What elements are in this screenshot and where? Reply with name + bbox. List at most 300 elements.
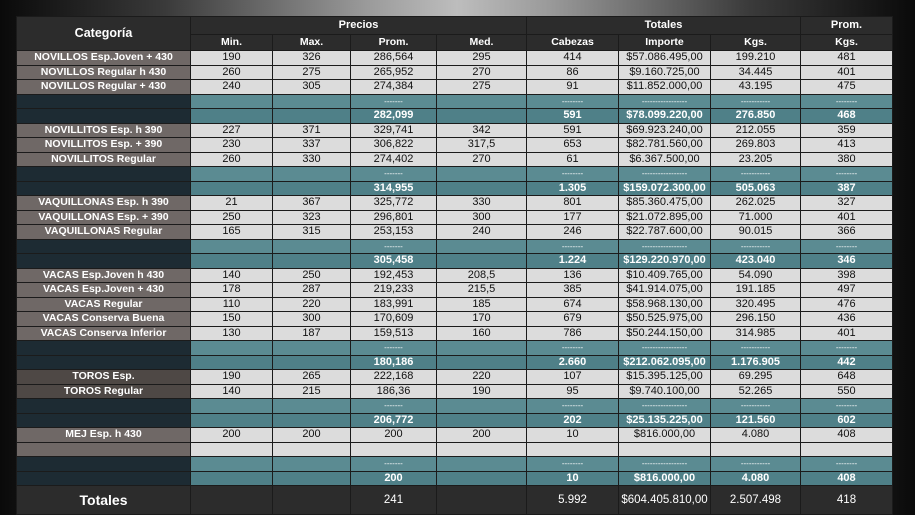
table-cell: 54.090 xyxy=(711,268,801,283)
table-row xyxy=(17,80,893,95)
table-cell: 295 xyxy=(437,51,527,66)
table-cell: 287 xyxy=(273,283,351,298)
table-body xyxy=(17,51,893,486)
subtotal-cell: 423.040 xyxy=(711,254,801,269)
table-cell: 227 xyxy=(191,123,273,138)
table-cell: $9.160.725,00 xyxy=(619,65,711,80)
table-cell: 342 xyxy=(437,123,527,138)
subtotal-cell xyxy=(437,254,527,269)
table-cell: $57.086.495,00 xyxy=(619,51,711,66)
table-cell: 305 xyxy=(273,80,351,95)
subtotal-cell: $129.220.970,00 xyxy=(619,254,711,269)
subtotal-cell xyxy=(437,355,527,370)
category-name-cell: VAQUILLONAS Esp. h 390 xyxy=(17,196,191,211)
separator-cell: ------- xyxy=(351,341,437,356)
table-cell: $50.525.975,00 xyxy=(619,312,711,327)
table-cell: 23.205 xyxy=(711,152,801,167)
table-cell: 325,772 xyxy=(351,196,437,211)
table-cell: 653 xyxy=(527,138,619,153)
header-prom-kgs: Kgs. xyxy=(801,35,893,51)
table-cell: $11.852.000,00 xyxy=(619,80,711,95)
category-name-cell: VAQUILLONAS Esp. + 390 xyxy=(17,210,191,225)
subtotal-cell xyxy=(191,181,273,196)
separator-cell xyxy=(17,167,191,182)
table-cell: 329,741 xyxy=(351,123,437,138)
subtotal-cell: 1.176.905 xyxy=(711,355,801,370)
livestock-price-table xyxy=(16,16,893,515)
table-cell xyxy=(619,442,711,457)
category-name-cell: NOVILLITOS Esp. + 390 xyxy=(17,138,191,153)
separator-cell: -------- xyxy=(527,239,619,254)
table-cell: 200 xyxy=(437,428,527,443)
separator-cell: ----------------- xyxy=(619,167,711,182)
table-cell: 4.080 xyxy=(711,428,801,443)
table-cell: 300 xyxy=(437,210,527,225)
subtotal-cell xyxy=(191,413,273,428)
table-cell: 190 xyxy=(191,51,273,66)
table-cell: 200 xyxy=(273,428,351,443)
category-name-cell: NOVILLOS Regular + 430 xyxy=(17,80,191,95)
table-cell: 192,453 xyxy=(351,268,437,283)
category-name-cell: NOVILLOS Regular h 430 xyxy=(17,65,191,80)
separator-cell: ----------------- xyxy=(619,399,711,414)
separator-row xyxy=(17,94,893,109)
table-cell: 320.495 xyxy=(711,297,801,312)
table-cell: 398 xyxy=(801,268,893,283)
subtotal-cell xyxy=(191,109,273,124)
table-cell: 230 xyxy=(191,138,273,153)
table-cell: $816.000,00 xyxy=(619,428,711,443)
table-cell: 323 xyxy=(273,210,351,225)
table-cell: 380 xyxy=(801,152,893,167)
table-cell xyxy=(801,442,893,457)
table-cell: 71.000 xyxy=(711,210,801,225)
table-cell: 107 xyxy=(527,370,619,385)
table-cell: 359 xyxy=(801,123,893,138)
header-importe: Importe xyxy=(619,35,711,51)
table-cell: 401 xyxy=(801,210,893,225)
table-cell: 220 xyxy=(437,370,527,385)
grand-total-cabezas: 5.992 xyxy=(527,486,619,515)
separator-cell: ----------- xyxy=(711,239,801,254)
separator-cell xyxy=(273,399,351,414)
subtotal-cell: $78.099.220,00 xyxy=(619,109,711,124)
separator-cell xyxy=(437,94,527,109)
grand-total-kgs: 2.507.498 xyxy=(711,486,801,515)
grand-total-importe: $604.405.810,00 xyxy=(619,486,711,515)
table-cell: 21 xyxy=(191,196,273,211)
subtotal-cell xyxy=(437,413,527,428)
table-cell: 274,384 xyxy=(351,80,437,95)
table-cell: 270 xyxy=(437,65,527,80)
table-row xyxy=(17,384,893,399)
table-cell: 199.210 xyxy=(711,51,801,66)
separator-cell: -------- xyxy=(801,341,893,356)
separator-cell xyxy=(437,341,527,356)
subtotal-cell: 387 xyxy=(801,181,893,196)
header-cabezas: Cabezas xyxy=(527,35,619,51)
table-row xyxy=(17,326,893,341)
subtotal-cell: 602 xyxy=(801,413,893,428)
separator-cell: ----------- xyxy=(711,341,801,356)
table-header xyxy=(17,17,893,51)
separator-cell: -------- xyxy=(527,94,619,109)
table-cell: $22.787.600,00 xyxy=(619,225,711,240)
separator-cell: -------- xyxy=(801,239,893,254)
table-cell: 170 xyxy=(437,312,527,327)
table-cell: 52.265 xyxy=(711,384,801,399)
subtotal-cell: 314,955 xyxy=(351,181,437,196)
separator-cell: ----------------- xyxy=(619,457,711,472)
separator-row xyxy=(17,399,893,414)
separator-cell: ----------------- xyxy=(619,239,711,254)
table-cell xyxy=(17,442,191,457)
grand-total-label: Totales xyxy=(17,486,191,515)
table-cell: 95 xyxy=(527,384,619,399)
subtotal-cell: 1.224 xyxy=(527,254,619,269)
table-cell: 177 xyxy=(527,210,619,225)
table-cell: 296,801 xyxy=(351,210,437,225)
table-cell: 330 xyxy=(437,196,527,211)
grand-total-prom-kgs: 418 xyxy=(801,486,893,515)
separator-cell: -------- xyxy=(527,341,619,356)
table-cell: $21.072.895,00 xyxy=(619,210,711,225)
header-totales: Totales xyxy=(527,17,801,35)
table-cell: 240 xyxy=(437,225,527,240)
table-row xyxy=(17,297,893,312)
category-name-cell: NOVILLITOS Esp. h 390 xyxy=(17,123,191,138)
table-cell: 165 xyxy=(191,225,273,240)
table-cell: 436 xyxy=(801,312,893,327)
table-cell: 648 xyxy=(801,370,893,385)
table-cell xyxy=(437,442,527,457)
separator-cell xyxy=(191,341,273,356)
separator-cell xyxy=(17,399,191,414)
table-cell: 274,402 xyxy=(351,152,437,167)
table-cell: 43.195 xyxy=(711,80,801,95)
table-cell: 200 xyxy=(191,428,273,443)
table-cell: 401 xyxy=(801,326,893,341)
table-cell: 408 xyxy=(801,428,893,443)
table-cell: $50.244.150,00 xyxy=(619,326,711,341)
table-row xyxy=(17,196,893,211)
separator-cell xyxy=(437,239,527,254)
separator-cell xyxy=(191,399,273,414)
table-row xyxy=(17,138,893,153)
table-row xyxy=(17,312,893,327)
subtotal-cell xyxy=(17,181,191,196)
subtotal-cell xyxy=(17,413,191,428)
separator-cell: -------- xyxy=(527,399,619,414)
table-cell: 91 xyxy=(527,80,619,95)
table-cell: $9.740.100,00 xyxy=(619,384,711,399)
subtotal-cell: 180,186 xyxy=(351,355,437,370)
table-cell: 219,233 xyxy=(351,283,437,298)
subtotal-cell: $212.062.095,00 xyxy=(619,355,711,370)
subtotal-cell xyxy=(273,181,351,196)
table-cell: 10 xyxy=(527,428,619,443)
header-kgs: Kgs. xyxy=(711,35,801,51)
subtotal-cell xyxy=(273,355,351,370)
table-cell: 262.025 xyxy=(711,196,801,211)
header-precios: Precios xyxy=(191,17,527,35)
grand-total-cell xyxy=(191,486,273,515)
subtotal-cell: 305,458 xyxy=(351,254,437,269)
table-cell: 366 xyxy=(801,225,893,240)
table-cell: 591 xyxy=(527,123,619,138)
table-cell: 401 xyxy=(801,65,893,80)
table-cell: 159,513 xyxy=(351,326,437,341)
subtotal-cell xyxy=(17,254,191,269)
table-cell xyxy=(711,442,801,457)
subtotal-row xyxy=(17,109,893,124)
grand-total-prom: 241 xyxy=(351,486,437,515)
table-cell: 187 xyxy=(273,326,351,341)
category-name-cell: VAQUILLONAS Regular xyxy=(17,225,191,240)
subtotal-cell: 282,099 xyxy=(351,109,437,124)
separator-cell xyxy=(437,399,527,414)
table-cell: 275 xyxy=(437,80,527,95)
separator-cell: ------- xyxy=(351,167,437,182)
separator-cell xyxy=(273,341,351,356)
table-cell: 414 xyxy=(527,51,619,66)
subtotal-row xyxy=(17,254,893,269)
subtotal-cell xyxy=(17,471,191,486)
table-row xyxy=(17,65,893,80)
category-name-cell: NOVILLOS Esp.Joven + 430 xyxy=(17,51,191,66)
table-cell: 200 xyxy=(351,428,437,443)
category-name-cell: TOROS Esp. xyxy=(17,370,191,385)
table-cell: 61 xyxy=(527,152,619,167)
separator-cell: ----------- xyxy=(711,399,801,414)
table-cell: 270 xyxy=(437,152,527,167)
subtotal-cell: 10 xyxy=(527,471,619,486)
separator-row xyxy=(17,457,893,472)
separator-cell xyxy=(17,341,191,356)
table-cell: 212.055 xyxy=(711,123,801,138)
table-cell: 250 xyxy=(191,210,273,225)
separator-cell xyxy=(273,94,351,109)
category-name-cell: VACAS Conserva Buena xyxy=(17,312,191,327)
table-cell: 178 xyxy=(191,283,273,298)
separator-cell: ------- xyxy=(351,399,437,414)
table-cell: $85.360.475,00 xyxy=(619,196,711,211)
table-cell: 801 xyxy=(527,196,619,211)
table-cell: 150 xyxy=(191,312,273,327)
separator-cell xyxy=(191,239,273,254)
table-cell: 265 xyxy=(273,370,351,385)
table-cell: $10.409.765,00 xyxy=(619,268,711,283)
subtotal-cell: 2.660 xyxy=(527,355,619,370)
subtotal-row xyxy=(17,471,893,486)
separator-cell: ------- xyxy=(351,94,437,109)
subtotal-cell xyxy=(191,471,273,486)
table-cell: 300 xyxy=(273,312,351,327)
table-cell: 413 xyxy=(801,138,893,153)
table-cell: 481 xyxy=(801,51,893,66)
separator-cell: -------- xyxy=(527,457,619,472)
table-cell: 550 xyxy=(801,384,893,399)
subtotal-cell xyxy=(273,413,351,428)
table-cell: 186,36 xyxy=(351,384,437,399)
table-cell: 246 xyxy=(527,225,619,240)
table-row xyxy=(17,428,893,443)
table-cell: 136 xyxy=(527,268,619,283)
subtotal-cell xyxy=(17,355,191,370)
category-name-cell: TOROS Regular xyxy=(17,384,191,399)
table-row xyxy=(17,51,893,66)
table-cell: 215 xyxy=(273,384,351,399)
table-cell: 275 xyxy=(273,65,351,80)
separator-cell: ------- xyxy=(351,239,437,254)
table-cell: 315 xyxy=(273,225,351,240)
table-row xyxy=(17,370,893,385)
table-cell: 69.295 xyxy=(711,370,801,385)
table-cell xyxy=(273,442,351,457)
separator-row xyxy=(17,167,893,182)
subtotal-cell xyxy=(437,181,527,196)
table-cell: 34.445 xyxy=(711,65,801,80)
separator-row xyxy=(17,341,893,356)
category-name-cell: VACAS Esp.Joven h 430 xyxy=(17,268,191,283)
subtotal-cell: $816.000,00 xyxy=(619,471,711,486)
separator-cell: -------- xyxy=(801,94,893,109)
subtotal-row xyxy=(17,355,893,370)
table-cell: 497 xyxy=(801,283,893,298)
table-cell: 326 xyxy=(273,51,351,66)
subtotal-cell: 591 xyxy=(527,109,619,124)
separator-cell xyxy=(273,239,351,254)
category-name-cell: VACAS Conserva Inferior xyxy=(17,326,191,341)
subtotal-cell: 442 xyxy=(801,355,893,370)
subtotal-cell: 505.063 xyxy=(711,181,801,196)
table-cell: $69.923.240,00 xyxy=(619,123,711,138)
table-cell: 337 xyxy=(273,138,351,153)
table-cell: $41.914.075,00 xyxy=(619,283,711,298)
subtotal-cell: 4.080 xyxy=(711,471,801,486)
table-cell: 222,168 xyxy=(351,370,437,385)
table-cell: $82.781.560,00 xyxy=(619,138,711,153)
category-name-cell: NOVILLITOS Regular xyxy=(17,152,191,167)
table-cell: 140 xyxy=(191,384,273,399)
subtotal-cell: 346 xyxy=(801,254,893,269)
table-cell: 183,991 xyxy=(351,297,437,312)
header-prom: Prom. xyxy=(801,17,893,35)
header-max: Max. xyxy=(273,35,351,51)
table-cell: 240 xyxy=(191,80,273,95)
subtotal-row xyxy=(17,181,893,196)
table-row xyxy=(17,210,893,225)
header-prom-price: Prom. xyxy=(351,35,437,51)
separator-cell xyxy=(17,94,191,109)
subtotal-cell xyxy=(273,471,351,486)
table-footer xyxy=(17,486,893,515)
table-cell: 330 xyxy=(273,152,351,167)
separator-cell: ----------------- xyxy=(619,94,711,109)
table-cell: 674 xyxy=(527,297,619,312)
table-cell: 185 xyxy=(437,297,527,312)
table-cell: 191.185 xyxy=(711,283,801,298)
category-name-cell: VACAS Esp.Joven + 430 xyxy=(17,283,191,298)
table-cell: 476 xyxy=(801,297,893,312)
header-med: Med. xyxy=(437,35,527,51)
separator-cell: -------- xyxy=(527,167,619,182)
table-cell: 269.803 xyxy=(711,138,801,153)
subtotal-cell: 121.560 xyxy=(711,413,801,428)
subtotal-cell: $25.135.225,00 xyxy=(619,413,711,428)
table-cell: 215,5 xyxy=(437,283,527,298)
table-cell: 160 xyxy=(437,326,527,341)
table-cell: 306,822 xyxy=(351,138,437,153)
blank-row xyxy=(17,442,893,457)
subtotal-cell xyxy=(273,254,351,269)
subtotal-cell: 206,772 xyxy=(351,413,437,428)
category-name-cell: VACAS Regular xyxy=(17,297,191,312)
table-cell: 130 xyxy=(191,326,273,341)
separator-cell: ----------- xyxy=(711,94,801,109)
subtotal-cell: 276.850 xyxy=(711,109,801,124)
separator-row xyxy=(17,239,893,254)
separator-cell xyxy=(191,167,273,182)
subtotal-cell: 202 xyxy=(527,413,619,428)
table-cell xyxy=(351,442,437,457)
table-cell: 250 xyxy=(273,268,351,283)
separator-cell xyxy=(437,457,527,472)
separator-cell xyxy=(273,167,351,182)
table-cell: 371 xyxy=(273,123,351,138)
subtotal-cell: 468 xyxy=(801,109,893,124)
table-cell: 190 xyxy=(191,370,273,385)
header-min: Min. xyxy=(191,35,273,51)
table-cell: 170,609 xyxy=(351,312,437,327)
separator-cell xyxy=(273,457,351,472)
table-cell: 286,564 xyxy=(351,51,437,66)
table-cell: 475 xyxy=(801,80,893,95)
separator-cell: ----------------- xyxy=(619,341,711,356)
separator-cell: ------- xyxy=(351,457,437,472)
table-cell: 253,153 xyxy=(351,225,437,240)
subtotal-cell xyxy=(437,109,527,124)
subtotal-row xyxy=(17,413,893,428)
separator-cell: -------- xyxy=(801,399,893,414)
table-cell: 786 xyxy=(527,326,619,341)
grand-total-row xyxy=(17,486,893,515)
header-categoria: Categoría xyxy=(17,17,191,51)
subtotal-cell xyxy=(437,471,527,486)
table-cell: 220 xyxy=(273,297,351,312)
table-row xyxy=(17,268,893,283)
table-cell: 385 xyxy=(527,283,619,298)
grand-total-cell xyxy=(437,486,527,515)
table-row xyxy=(17,283,893,298)
separator-cell: ----------- xyxy=(711,167,801,182)
table-row xyxy=(17,123,893,138)
separator-cell xyxy=(191,457,273,472)
subtotal-cell: 200 xyxy=(351,471,437,486)
table-cell: $6.367.500,00 xyxy=(619,152,711,167)
table-cell: 296.150 xyxy=(711,312,801,327)
subtotal-cell: $159.072.300,00 xyxy=(619,181,711,196)
table-cell: 367 xyxy=(273,196,351,211)
table-cell: 208,5 xyxy=(437,268,527,283)
subtotal-cell xyxy=(17,109,191,124)
table-cell: 317,5 xyxy=(437,138,527,153)
separator-cell xyxy=(191,94,273,109)
table-cell: 327 xyxy=(801,196,893,211)
grand-total-cell xyxy=(273,486,351,515)
livestock-price-table-container xyxy=(16,16,893,515)
table-cell: 110 xyxy=(191,297,273,312)
